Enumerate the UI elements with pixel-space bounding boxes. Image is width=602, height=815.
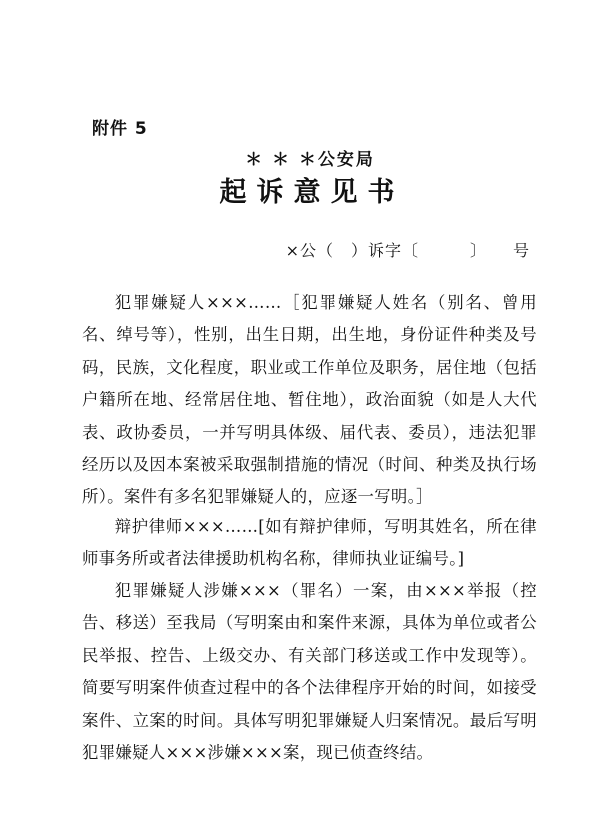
defense-lawyer-paragraph: 辩护律师×××……[如有辩护律师，写明其姓名，所在律师事务所或者法律援助机构名称，律师执业证编号。] xyxy=(82,517,537,569)
document-title: 起诉意见书 xyxy=(219,177,405,208)
suspect-info-paragraph: 犯罪嫌疑人×××……［犯罪嫌疑人姓名（别名、曾用名、绰号等），性别，出生日期，出生地，身份证件种类及号码，民族，文化程度，职业或工作单位及职务，居住地（包括户籍所在地、经常居住地、暂住地），政治面貌（如是人大代表、政协委员，一并写明具体级、届代表、委员），违法犯罪经历以及因本案被采取强制措施的情况（时间、种类及执行场所）。案件有多名犯罪嫌疑人的，应逐一写明。］ xyxy=(82,293,537,507)
agency-name: ＊ ＊ ＊公安局 xyxy=(245,150,375,170)
case-summary-paragraph: 犯罪嫌疑人涉嫌×××（罪名）一案，由×××举报（控告、移送）至我局（写明案由和案件来源，具体为单位或者公民举报、控告、上级交办、有关部门移送或工作中发现等）。简要写明案件侦查过程中的各个法律程序开始的时间，如接受案件、立案的时间。具体写明犯罪嫌疑人归案情况。最后写明犯罪嫌疑人×××涉嫌×××案，现已侦查终结。 xyxy=(82,581,537,763)
attachment-label: 附件 5 xyxy=(92,119,148,139)
document-number: ×公（ ）诉字〔 〕 号 xyxy=(285,241,530,260)
